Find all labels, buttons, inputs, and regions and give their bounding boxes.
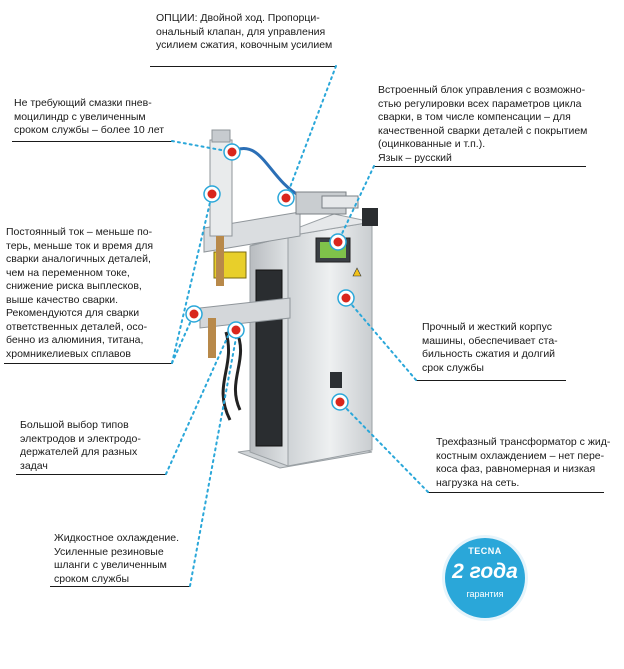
air-hose bbox=[236, 148, 300, 196]
lower-electrode bbox=[208, 318, 216, 358]
callout-cooling: Жидкостное охлаждение. Усиленные резиновые шланги с увеличенным сроком службы bbox=[54, 532, 180, 585]
callout-transformer: Трехфазный трансформатор с жид- костным охлаждением – нет пере- коса фаз, равномерная и низкая нагрузка на сеть. bbox=[436, 436, 611, 489]
power-switch bbox=[330, 372, 342, 388]
callout-body: Прочный и жесткий корпус машины, обеспечивает ста- бильность сжатия и долгий срок службы bbox=[422, 321, 558, 374]
callout-cylinder: Не требующий смазки пнев- моцилиндр с увеличенным сроком службы – более 10 лет bbox=[14, 97, 165, 136]
warranty-badge bbox=[445, 538, 525, 618]
badge-label: гарантия bbox=[466, 589, 504, 599]
badge-brand: TECNA bbox=[468, 546, 502, 556]
callout-options: ОПЦИИ: Двойной ход. Пропорци- ональный клапан, для управления усилием сжатия, ковочным усилием bbox=[156, 12, 333, 51]
callout-control: Встроенный блок управления с возможно- стью регулировки всех параметров цикла сварки, в том числе компенсации – для качественной сварки деталей с покрытием (оцинкованные и т.п.). Язык – русский bbox=[378, 84, 588, 164]
callout-electrodes: Большой выбор типов электродов и электродо- держателей для разных задач bbox=[20, 419, 141, 472]
upper-electrode bbox=[216, 236, 224, 286]
transformer-column bbox=[256, 270, 282, 446]
badge-years: 2 года bbox=[452, 560, 518, 583]
callout-dc: Постоянный ток – меньше по- терь, меньше ток и время для сварки аналогичных деталей, чем на переменном токе, снижение риска выплесков, выше качество сварки. Рекомендуются для сварки ответственных деталей, осо- бенно из алюминия, титана, хромникелиевых сплавов bbox=[6, 226, 154, 360]
